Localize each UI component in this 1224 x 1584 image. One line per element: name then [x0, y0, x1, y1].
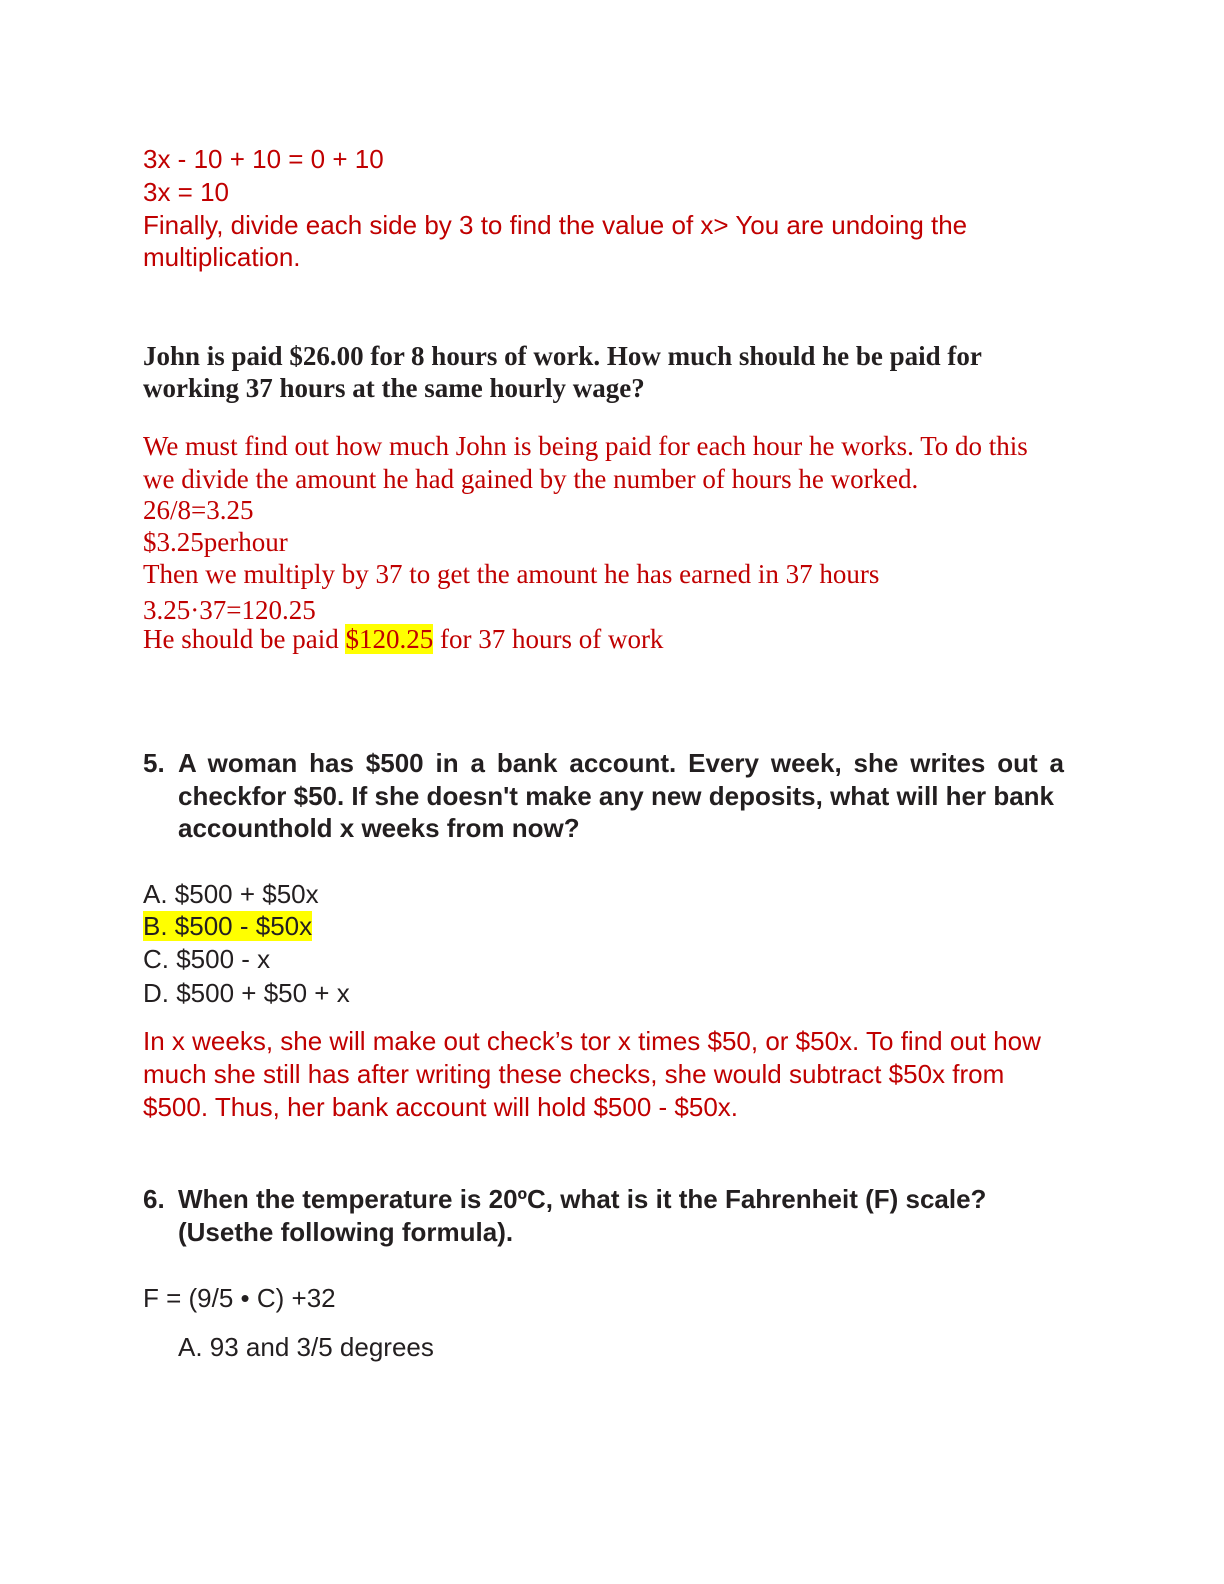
q5-option-b [143, 913, 312, 939]
john-answer-line-1: We must find out how much John is being paid for each hour he works. To do this [143, 431, 1028, 461]
q6-option-a: A. 93 and 3/5 degrees [178, 1332, 434, 1362]
q5-explanation-line-1: In x weeks, she will make out check’s tor x times $50, or $50x. To find out how [143, 1026, 1041, 1056]
q5-option-a: A. $500 + $50x [143, 879, 319, 909]
step-line-3: Finally, divide each side by 3 to find the value of x> You are undoing the [143, 210, 968, 240]
q5-option-c: C. $500 - x [143, 944, 271, 974]
q5-line-1: A woman has $500 in a bank account. Every week, she writes out a [178, 748, 1064, 778]
john-answer-line-6: 3.25·37=120.25 [143, 595, 316, 625]
john-answer-line-2: we divide the amount he had gained by the number of hours he worked. [143, 464, 919, 494]
john-answer-suffix: for 37 hours of work [433, 624, 664, 654]
q5-line-2: checkfor $50. If she doesn't make any new deposits, what will her bank [178, 781, 1055, 811]
q5-number: 5. [143, 748, 165, 778]
q6-line-2: (Usethe following formula). [178, 1217, 514, 1247]
john-answer-line-4: $3.25perhour [143, 527, 288, 557]
q5-explanation-line-3: $500. Thus, her bank account will hold $500 - $50x. [143, 1092, 739, 1122]
john-question-line-1: John is paid $26.00 for 8 hours of work. How much should he be paid for [143, 341, 982, 371]
q5-explanation-line-2: much she still has after writing these checks, she would subtract $50x from [143, 1059, 1005, 1089]
john-answer-line-7 [143, 626, 663, 653]
john-answer-line-5: Then we multiply by 37 to get the amount he has earned in 37 hours [143, 559, 880, 589]
q6-number: 6. [143, 1184, 165, 1214]
step-line-1: 3x - 10 + 10 = 0 + 10 [143, 144, 384, 174]
q5-option-b-highlight: B. $500 - $50x [143, 911, 313, 941]
q6-line-1: When the temperature is 20ºC, what is it the Fahrenheit (F) scale? [178, 1184, 987, 1214]
q6-formula: F = (9/5 • C) +32 [143, 1283, 336, 1313]
q5-option-d: D. $500 + $50 + x [143, 978, 350, 1008]
john-answer-line-3: 26/8=3.25 [143, 495, 254, 525]
john-answer-highlight: $120.25 [345, 624, 434, 654]
step-line-4: multiplication. [143, 242, 301, 272]
john-question-line-2: working 37 hours at the same hourly wage? [143, 373, 645, 403]
step-line-2: 3x = 10 [143, 177, 230, 207]
john-answer-prefix: He should be paid [143, 624, 346, 654]
q5-line-3: accounthold x weeks from now? [178, 813, 580, 843]
